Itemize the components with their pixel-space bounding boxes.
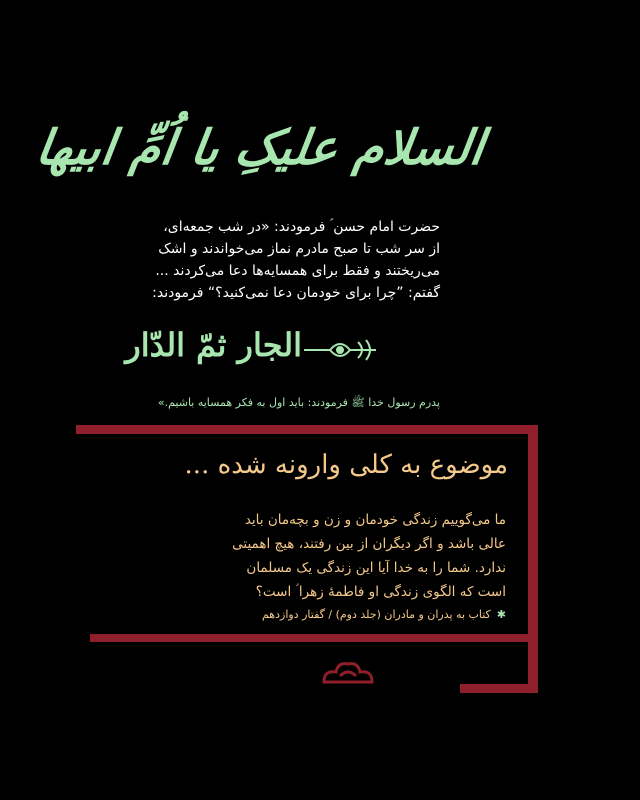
section-body: [86, 508, 506, 604]
star-icon: ✱: [496, 608, 506, 621]
calligraphy-text: السلام علیکِ یا اُمِّ ابیها: [32, 120, 488, 176]
highlight-phrase: الجار ثمّ الدّار: [125, 326, 302, 364]
frame-top-bar: [76, 425, 538, 434]
section-line: عالی باشد و اگر دیگران از بین رفتند، هیچ اهمیتی: [232, 536, 506, 552]
intro-line: حضرت امام حسن ؑ فرمودند: «در شب جمعه‌ای،: [163, 219, 440, 235]
hadith-note: پدرم رسول خدا ﷺ فرمودند: باید اول به فکر همسایه باشیم.»: [157, 396, 440, 409]
intro-paragraph: [120, 216, 440, 304]
source-text: کتاب به پدران و مادران (جلد دوم) / گفتار دوازدهم: [261, 608, 491, 621]
ornament-icon: [300, 330, 380, 370]
section-line: ما می‌گوییم زندگی خودمان و زن و بچه‌مان باید: [244, 512, 506, 528]
intro-line: از سر شب تا صبح مادرم نماز می‌خواندند و اشک: [158, 241, 440, 257]
source-citation: [86, 608, 506, 621]
frame-bottom-bar: [90, 634, 528, 642]
intro-line: گفتم: ”چرا برای خودمان دعا نمی‌کنید؟“ فرمودند:: [152, 285, 440, 301]
section-line: است که الگوی زندگی او فاطمهٔ زهرا ؑ است؟: [255, 584, 506, 600]
intro-line: می‌ریختند و فقط برای همسایه‌ها دعا می‌کردند ...: [155, 263, 440, 279]
calligraphy-title: [32, 78, 488, 218]
section-line: ندارد. شما را به خدا آیا این زندگی یک مسلمان: [246, 560, 506, 576]
section-title: موضوع به کلی وارونه شده ...: [184, 450, 508, 480]
cloud-ornament-icon: [318, 660, 378, 686]
frame-right-bar: [528, 425, 538, 693]
frame-bottom-corner: [460, 684, 538, 693]
